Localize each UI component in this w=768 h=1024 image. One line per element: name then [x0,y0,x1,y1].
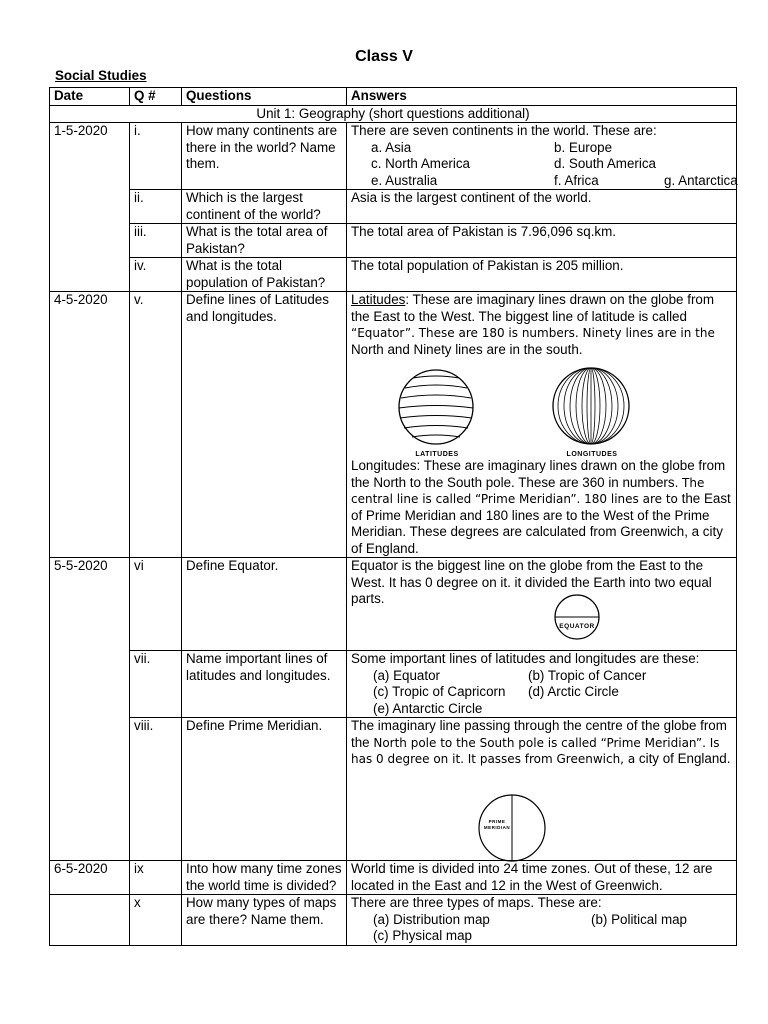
answer-text: Longitudes: These are imaginary lines drawn on the globe from the North to the South pole. These are 360 in numbers. [351,458,726,490]
answer-text: The total area of Pakistan is 7.96,096 sq.km. [347,224,737,258]
list-item: a. Asia [371,139,412,155]
table-row [50,651,737,718]
table-row [50,292,737,558]
answer-cell [347,718,737,861]
table-row [50,558,737,651]
list-item: (b) Tropic of Cancer [528,667,647,683]
header-row [50,88,737,106]
list-item: f. Africa [554,172,599,188]
unit-row [50,105,737,123]
maps-list [351,912,732,945]
date-cell [50,895,130,946]
qa-table [49,87,737,946]
list-item: (e) Antarctic Circle [373,700,483,716]
answer-text: The imaginary line passing through the centre of the globe from the [351,718,727,750]
header-answers: Answers [347,88,737,106]
question-text: Define lines of Latitudes and longitudes. [182,292,347,558]
question-number: viii. [130,718,182,861]
question-text: Define Prime Meridian. [182,718,347,861]
question-number: x [130,895,182,946]
table-row [50,258,737,292]
question-text: What is the total population of Pakistan? [182,258,347,292]
table-row [50,895,737,946]
latitudes-label: Latitudes [351,292,406,307]
question-text: How many types of maps are there? Name them. [182,895,347,946]
list-item: e. Australia [371,172,438,188]
answer-text: The central line is called “Prime Meridian”. 180 lines are to [351,475,705,506]
question-number: vi [130,558,182,651]
continent-list [351,139,738,190]
latitudes-caption: LATITUDES [415,451,459,458]
header-questions: Questions [182,88,347,106]
header-q: Q # [130,88,182,106]
table-row [50,123,737,190]
question-text: Which is the largest continent of the world? [182,190,347,224]
date-cell: 5-5-2020 [50,558,130,861]
unit-title: Unit 1: Geography (short questions additional) [50,105,737,123]
answer-cell [347,895,737,946]
list-item: (b) Political map [591,911,687,927]
answer-text: North pole to the South pole is called “Prime Meridian”. Is has 0 degree on it. It passes from Greenwich, a [351,735,720,766]
answer-cell [347,123,737,190]
date-cell: 4-5-2020 [50,292,130,558]
list-item: (c) Tropic of Capricorn [373,684,506,699]
date-cell: 1-5-2020 [50,123,130,292]
table-row [50,718,737,861]
question-number: ix [130,861,182,895]
answer-text: the East of Prime Meridian and 180 lines are to the West of the Prime Meridian. These degrees are calculated from Greenwich, a city of England. [351,491,731,556]
answer-text: World time is divided into 24 time zones. Out of these, 12 are located in the East and 12 in the West of Greenwich. [347,861,737,895]
equator-caption: EQUATOR [559,623,595,630]
globe-figures [351,358,732,458]
question-number: iv. [130,258,182,292]
list-item: (a) Distribution map [373,911,490,927]
question-text: Name important lines of latitudes and longitudes. [182,651,347,718]
list-item: b. Europe [554,139,613,155]
answer-text: North and Ninety lines are in the south. [351,341,583,357]
latitudes-globe-icon [397,368,475,446]
answer-text: Some important lines of latitudes and longitudes are these: [351,651,700,666]
answer-text: The total population of Pakistan is 205 million. [347,258,737,292]
list-item: (d) Arctic Circle [528,684,619,699]
list-item: d. South America [554,156,656,171]
table-row [50,224,737,258]
list-item: c. North America [371,156,470,171]
prime-meridian-caption: PRIME MERIDIAN [483,819,511,830]
question-number: vii. [130,651,182,718]
answer-text: There are three types of maps. These are: [351,895,602,910]
question-number: i. [130,123,182,190]
list-item: g. Antarctica [664,172,738,188]
date-cell: 6-5-2020 [50,861,130,895]
answer-cell [347,558,737,651]
table-row [50,861,737,895]
answer-text: Asia is the largest continent of the world. [347,190,737,224]
question-text: Define Equator. [182,558,347,651]
question-number: v. [130,292,182,558]
longitudes-caption: LONGITUDES [566,451,618,458]
question-text: What is the total area of Pakistan? [182,224,347,258]
question-number: iii. [130,224,182,258]
lines-list [351,668,732,718]
header-date: Date [50,88,130,106]
list-item: (a) Equator [373,667,440,683]
answer-text: “Equator”. These are 180 is numbers. Ninety lines are in the [351,326,715,340]
answer-cell [347,651,737,718]
page-title: Class V [355,48,413,65]
answer-text: There are seven continents in the world. These are: [351,123,657,138]
answer-text: city of England. [638,751,731,766]
question-text: How many continents are there in the world? Name them. [182,123,347,190]
answer-cell [347,292,737,558]
answer-text: Equator is the biggest line on the globe from the East to the West. It has 0 degree on it. it divided the Earth into two equal parts. [351,558,712,606]
subject-heading: Social Studies [55,68,147,83]
longitudes-globe-icon [551,366,631,446]
answer-text: : These are imaginary lines drawn on the globe from the East to the West. The biggest line of latitude is called [351,292,715,324]
question-text: Into how many time zones the world time is divided? [182,861,347,895]
table-row [50,190,737,224]
question-number: ii. [130,190,182,224]
list-item: (c) Physical map [373,928,472,943]
